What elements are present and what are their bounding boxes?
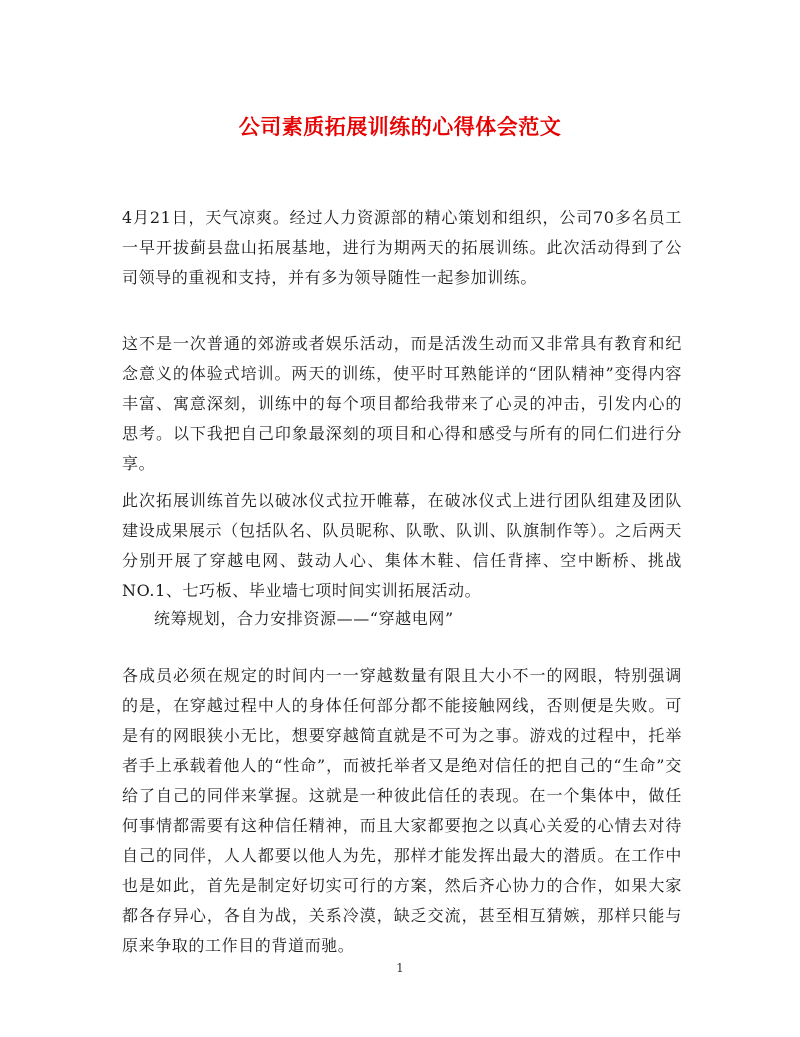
page-number: 1 bbox=[396, 961, 404, 975]
paragraph-1: 4月21日，天气凉爽。经过人力资源部的精心策划和组织，公司70多名员工一早开拔蓟县盘山拓展基地，进行为期两天的拓展训练。此次活动得到了公司领导的重视和支持，并有多为领导随性一起参加训练。 bbox=[122, 208, 682, 287]
document-title: 公司素质拓展训练的心得体会范文 bbox=[238, 114, 562, 139]
paragraph-3: 此次拓展训练首先以破冰仪式拉开帷幕，在破冰仪式上进行团队组建及团队建设成果展示（包括队名、队员昵称、队歌、队训、队旗制作等）。之后两天分别开展了穿越电网、鼓动人心、集体木鞋、信任背摔、空中断桥、挑战NO.1、七巧板、毕业墙七项时间实训拓展活动。 bbox=[122, 491, 682, 600]
paragraph-4: 各成员必须在规定的时间内一一穿越数量有限且大小不一的网眼，特别强调的是，在穿越过程中人的身体任何部分都不能接触网线，否则便是失败。可是有的网眼狭小无比，想要穿越简直就是不可为之事。游戏的过程中，托举者手上承载着他人的“性命”，而被托举者又是绝对信任的把自己的“生命”交给了自己的同伴来掌握。这就是一种彼此信任的表现。在一个集体中，做任何事情都需要有这种信任精神，而且大家都要抱之以真心关爱的心情去对待自己的同伴，人人都要以他人为先，那样才能发挥出最大的潜质。在工作中也是如此，首先是制定好切实可行的方案，然后齐心协力的合作，如果大家都各存异心，各自为战，关系冷漠，缺乏交流，甚至相互猜嫉，那样只能与原来争取的工作目的背道而驰。 bbox=[122, 666, 682, 955]
section-subheading: 统筹规划，合力安排资源——“穿越电网” bbox=[154, 609, 454, 628]
paragraph-2: 这不是一次普通的郊游或者娱乐活动，而是活泼生动而又非常具有教育和纪念意义的体验式培训。两天的训练，使平时耳熟能详的“团队精神”变得内容丰富、寓意深刻，训练中的每个项目都给我带来了心灵的冲击，引发内心的思考。以下我把自己印象最深刻的项目和心得和感受与所有的同仁们进行分享。 bbox=[122, 334, 682, 473]
